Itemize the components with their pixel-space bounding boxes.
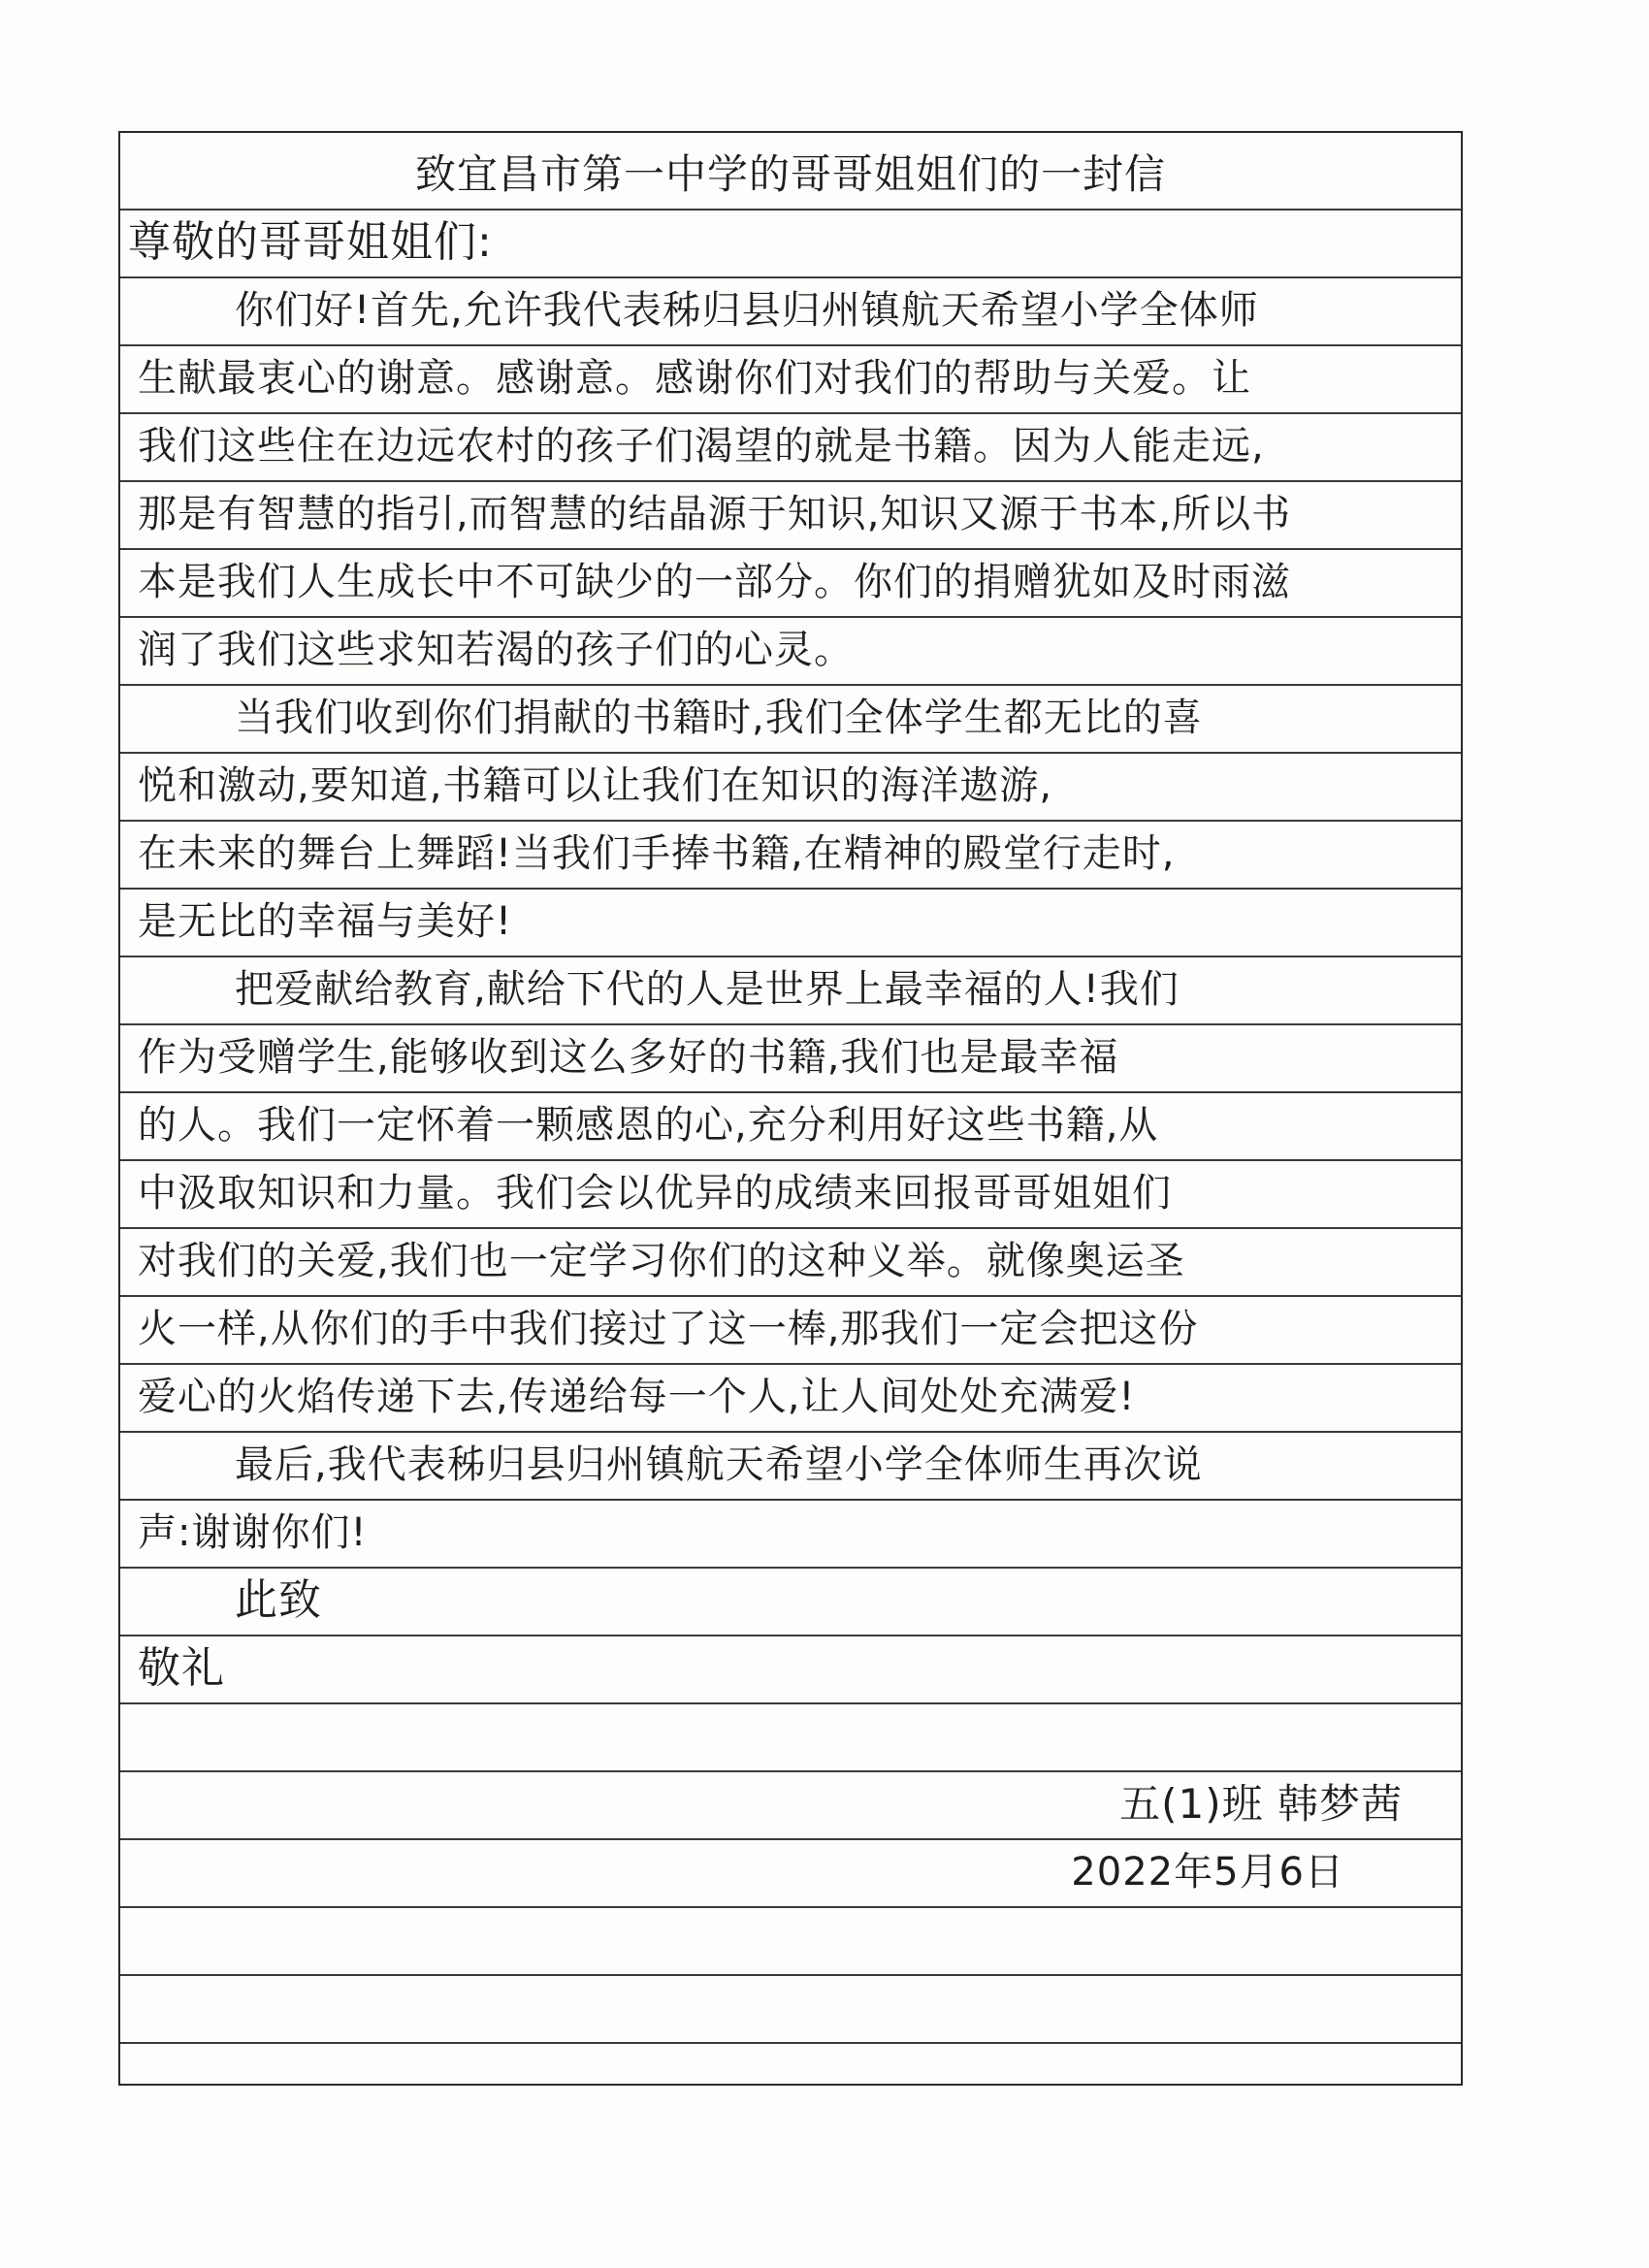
body-line: 我们这些住在边远农村的孩子们渴望的就是书籍。因为人能走远,: [138, 424, 1265, 469]
body-line: 润了我们这些求知若渴的孩子们的心灵。: [138, 628, 854, 672]
body-line: 是无比的幸福与美好!: [138, 899, 513, 944]
body-line: 火一样,从你们的手中我们接过了这一棒,那我们一定会把这份: [138, 1307, 1199, 1351]
rule-line: [120, 1702, 1461, 1704]
letter-sheet: [118, 131, 1463, 2086]
rule-line: [120, 2042, 1461, 2044]
letter-title: 致宜昌市第一中学的哥哥姐姐们的一封信: [414, 150, 1166, 198]
body-line: 爱心的火焰传递下去,传递给每一个人,让人间处处充满爱!: [138, 1375, 1136, 1419]
body-line: 悦和激动,要知道,书籍可以让我们在知识的海洋遨游,: [138, 763, 1053, 808]
body-line: 在未来的舞台上舞蹈!当我们手捧书籍,在精神的殿堂行走时,: [138, 831, 1176, 876]
body-line: 最后,我代表秭归县归州镇航天希望小学全体师生再次说: [235, 1442, 1203, 1487]
body-line: 生献最衷心的谢意。感谢意。感谢你们对我们的帮助与关爱。让: [138, 356, 1251, 401]
body-line: 的人。我们一定怀着一颗感恩的心,充分利用好这些书籍,从: [138, 1103, 1159, 1148]
rule-line: [120, 1906, 1461, 1908]
salutation: 尊敬的哥哥姐姐们:: [128, 217, 493, 267]
signature: 五(1)班 韩梦茜: [1119, 1780, 1403, 1828]
body-line: 那是有智慧的指引,而智慧的结晶源于知识,知识又源于书本,所以书: [138, 492, 1292, 536]
body-line: 声:谢谢你们!: [138, 1510, 368, 1555]
letter-date: 2022年5月6日: [1071, 1850, 1344, 1895]
body-line: 你们好!首先,允许我代表秭归县归州镇航天希望小学全体师: [235, 288, 1259, 333]
rule-line: [120, 1974, 1461, 1976]
closing-line-2: 敬礼: [138, 1643, 225, 1693]
body-line: 当我们收到你们捐献的书籍时,我们全体学生都无比的喜: [235, 696, 1203, 740]
body-line: 对我们的关爱,我们也一定学习你们的这种义举。就像奥运圣: [138, 1239, 1185, 1283]
closing-line-1: 此致: [235, 1575, 322, 1625]
body-line: 把爱献给教育,献给下代的人是世界上最幸福的人!我们: [235, 967, 1180, 1012]
body-line: 本是我们人生成长中不可缺少的一部分。你们的捐赠犹如及时雨滋: [138, 560, 1291, 604]
body-line: 作为受赠学生,能够收到这么多好的书籍,我们也是最幸福: [138, 1035, 1119, 1080]
body-line: 中汲取知识和力量。我们会以优异的成绩来回报哥哥姐姐们: [138, 1171, 1172, 1215]
